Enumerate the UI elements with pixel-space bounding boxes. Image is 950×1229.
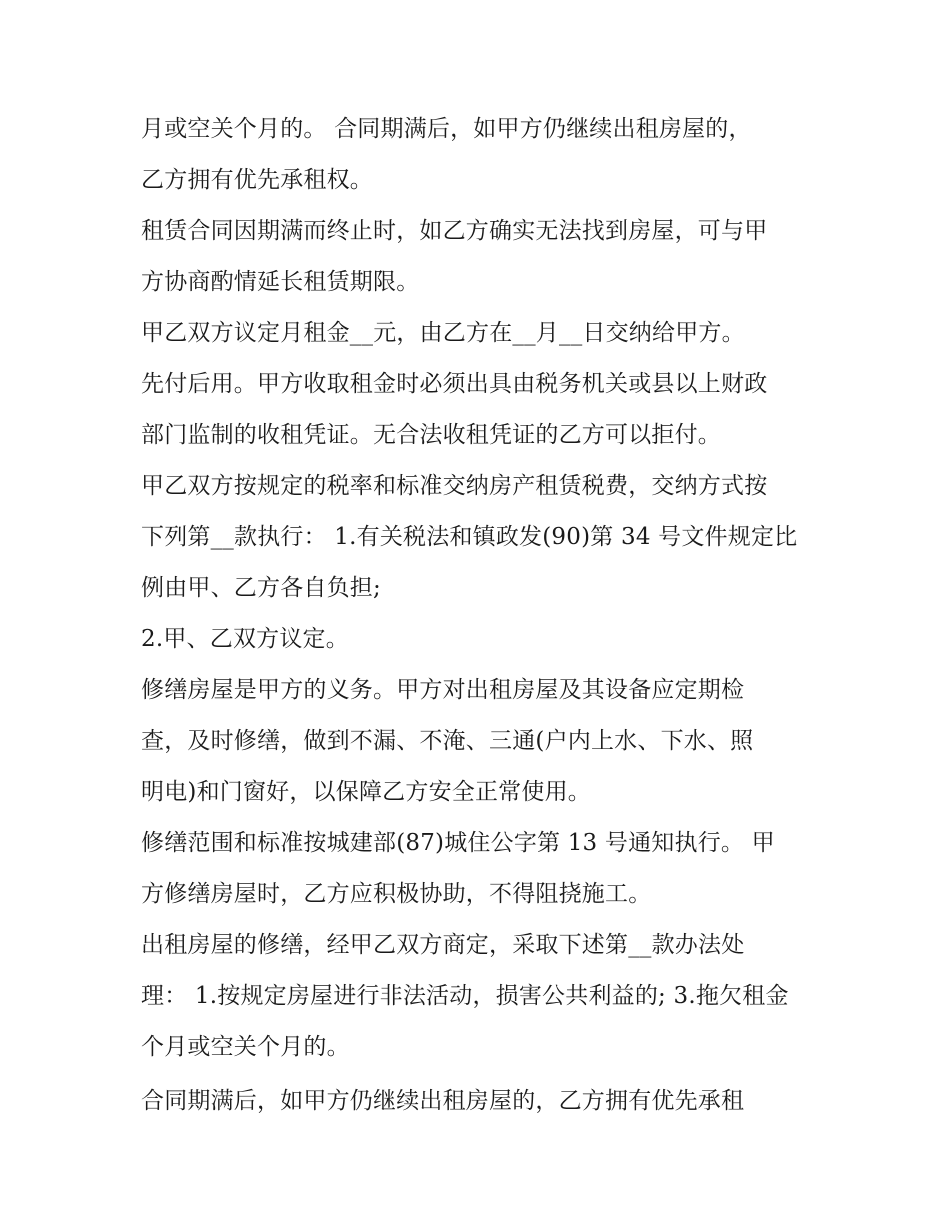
text-line-13: 查，及时修缮，做到不漏、不淹、三通(户内上水、下水、照 — [141, 728, 754, 754]
text-line-7: 部门监制的收租凭证。无合法收租凭证的乙方可以拒付。 — [141, 422, 721, 448]
text-line-3: 租赁合同因期满而终止时，如乙方确实无法找到房屋，可与甲 — [141, 218, 768, 244]
text-line-19: 个月或空关个月的。 — [141, 1034, 350, 1060]
document-body — [141, 104, 821, 1127]
text-line-4: 方协商酌情延长租赁期限。 — [141, 269, 420, 295]
text-line-8: 甲乙双方按规定的税率和标准交纳房产租赁税费，交纳方式按 — [141, 473, 768, 499]
text-line-12: 修缮房屋是甲方的义务。甲方对出租房屋及其设备应定期检 — [141, 677, 745, 703]
text-line-6: 先付后用。甲方收取租金时必须出具由税务机关或县以上财政 — [141, 371, 768, 397]
text-line-2: 乙方拥有优先承租权。 — [141, 167, 373, 193]
text-line-16: 方修缮房屋时，乙方应积极协助，不得阻挠施工。 — [141, 881, 652, 907]
text-line-17: 出租房屋的修缮，经甲乙双方商定，采取下述第__款办法处 — [141, 932, 745, 958]
text-line-1: 月或空关个月的。 合同期满后，如甲方仍继续出租房屋的， — [141, 116, 752, 142]
text-line-11: 2.甲、乙双方议定。 — [141, 626, 349, 652]
text-line-15: 修缮范围和标准按城建部(87)城住公字第 13 号通知执行。 甲 — [141, 830, 775, 856]
text-line-10: 例由甲、乙方各自负担; — [141, 575, 381, 601]
text-line-5: 甲乙双方议定月租金__元，由乙方在__月__日交纳给甲方。 — [141, 320, 745, 346]
text-line-20: 合同期满后，如甲方仍继续出租房屋的，乙方拥有优先承租 — [141, 1088, 745, 1114]
text-line-14: 明电)和门窗好，以保障乙方安全正常使用。 — [141, 779, 591, 805]
text-line-9: 下列第__款执行： 1.有关税法和镇政发(90)第 34 号文件规定比 — [141, 524, 798, 550]
text-line-18: 理： 1.按规定房屋进行非法活动，损害公共利益的; 3.拖欠租金 — [141, 983, 789, 1009]
